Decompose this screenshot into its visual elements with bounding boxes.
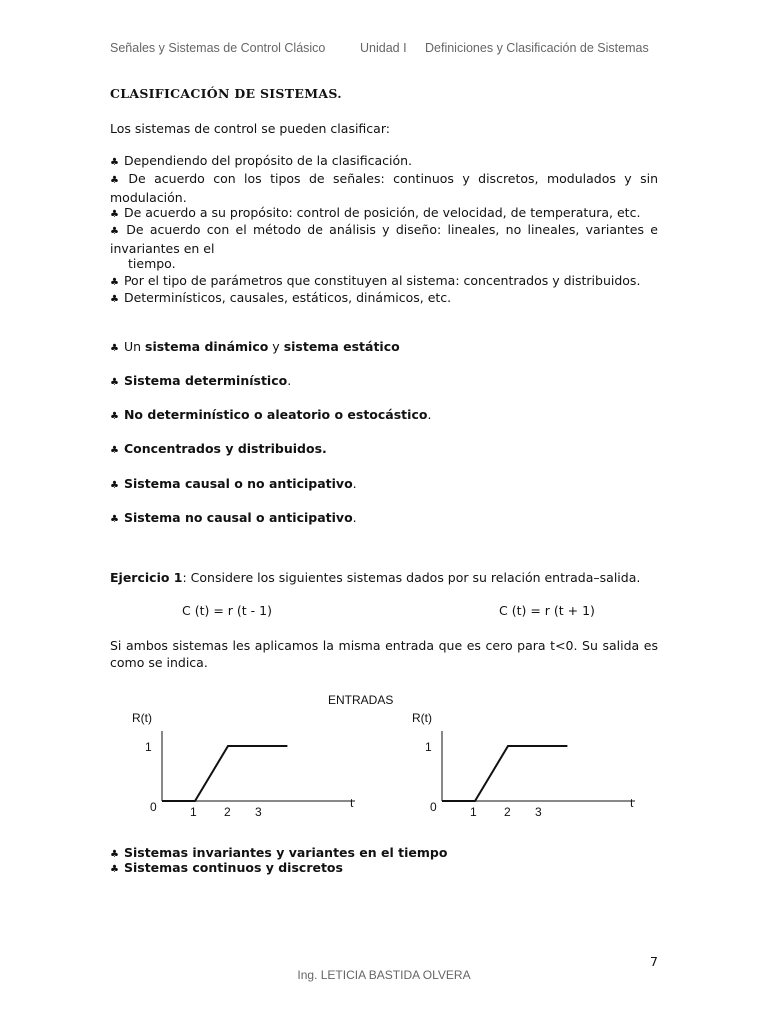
list-item: ♣ Dependiendo del propósito de la clasificación.: [110, 153, 413, 168]
x-tick-label: 1: [470, 805, 477, 819]
club-bullet-icon: ♣: [110, 294, 119, 305]
list-item: ♣ Determinísticos, causales, estáticos, dinámicos, etc.: [110, 290, 452, 305]
graphs-title: ENTRADAS: [328, 693, 394, 707]
x-tick-label: 1: [190, 805, 197, 819]
list-item: ♣ Un sistema dinámico y sistema estático: [110, 339, 400, 354]
y-axis-label: R(t): [132, 711, 152, 725]
exercise-description: Si ambos sistemas les aplicamos la misma entrada que es cero para t<0. Su salida es como se indica.: [110, 638, 658, 670]
y-tick-label: 1: [425, 740, 432, 754]
list-item-continuation: tiempo.: [128, 256, 176, 271]
club-bullet-icon: ♣: [110, 445, 119, 456]
x-tick-label: 2: [504, 805, 511, 819]
input-graph-left: [125, 705, 375, 825]
y-axis-label: R(t): [412, 711, 432, 725]
origin-label: 0: [150, 800, 157, 814]
equation-advance: C (t) = r (t + 1): [499, 603, 595, 618]
list-item: ♣ De acuerdo con el método de análisis y diseño: lineales, no lineales, variantes e invariantes en el: [110, 222, 658, 256]
header-unit: Unidad I: [360, 41, 407, 55]
header-topic: Definiciones y Clasificación de Sistemas: [425, 41, 649, 55]
input-graph-right: [405, 705, 655, 825]
club-bullet-icon: ♣: [110, 514, 119, 525]
list-item: ♣ Por el tipo de parámetros que constituyen al sistema: concentrados y distribuidos.: [110, 273, 641, 288]
intro-text: Los sistemas de control se pueden clasificar:: [110, 121, 390, 136]
club-bullet-icon: ♣: [110, 411, 119, 422]
x-axis-label: t: [630, 796, 634, 810]
list-item: ♣ Sistema no causal o anticipativo.: [110, 510, 357, 525]
equation-delay: C (t) = r (t - 1): [182, 603, 272, 618]
exercise-statement: Ejercicio 1: Considere los siguientes sistemas dados por su relación entrada–salida.: [110, 570, 641, 585]
list-item: ♣ Sistema causal o no anticipativo.: [110, 476, 357, 491]
club-bullet-icon: ♣: [110, 277, 119, 288]
footer-author: Ing. LETICIA BASTIDA OLVERA: [297, 968, 471, 982]
list-item: ♣ No determinístico o aleatorio o estocástico.: [110, 407, 432, 422]
list-item: ♣ De acuerdo a su propósito: control de posición, de velocidad, de temperatura, etc.: [110, 205, 641, 220]
exercise-label: Ejercicio 1: [110, 570, 183, 585]
list-item: ♣ Concentrados y distribuidos.: [110, 441, 327, 456]
list-item: ♣ De acuerdo con los tipos de señales: continuos y discretos, modulados y sin modulación.: [110, 171, 658, 205]
club-bullet-icon: ♣: [110, 849, 119, 860]
section-title: CLASIFICACIÓN DE SISTEMAS.: [110, 86, 342, 101]
list-item: ♣ Sistemas continuos y discretos: [110, 860, 343, 875]
club-bullet-icon: ♣: [110, 480, 119, 491]
x-tick-label: 3: [255, 805, 262, 819]
x-axis-label: t: [350, 796, 354, 810]
header-course: Señales y Sistemas de Control Clásico: [110, 41, 326, 55]
club-bullet-icon: ♣: [110, 377, 119, 388]
x-tick-label: 2: [224, 805, 231, 819]
club-bullet-icon: ♣: [110, 209, 119, 220]
input-signal-line: [162, 746, 287, 801]
list-item: ♣ Sistema determinístico.: [110, 373, 292, 388]
page-number: 7: [650, 954, 658, 969]
club-bullet-icon: ♣: [110, 157, 119, 168]
origin-label: 0: [430, 800, 437, 814]
club-bullet-icon: ♣: [110, 226, 122, 237]
list-item: ♣ Sistemas invariantes y variantes en el tiempo: [110, 845, 448, 860]
club-bullet-icon: ♣: [110, 343, 119, 354]
club-bullet-icon: ♣: [110, 864, 119, 875]
input-signal-line: [442, 746, 567, 801]
club-bullet-icon: ♣: [110, 175, 124, 186]
x-tick-label: 3: [535, 805, 542, 819]
y-tick-label: 1: [145, 740, 152, 754]
